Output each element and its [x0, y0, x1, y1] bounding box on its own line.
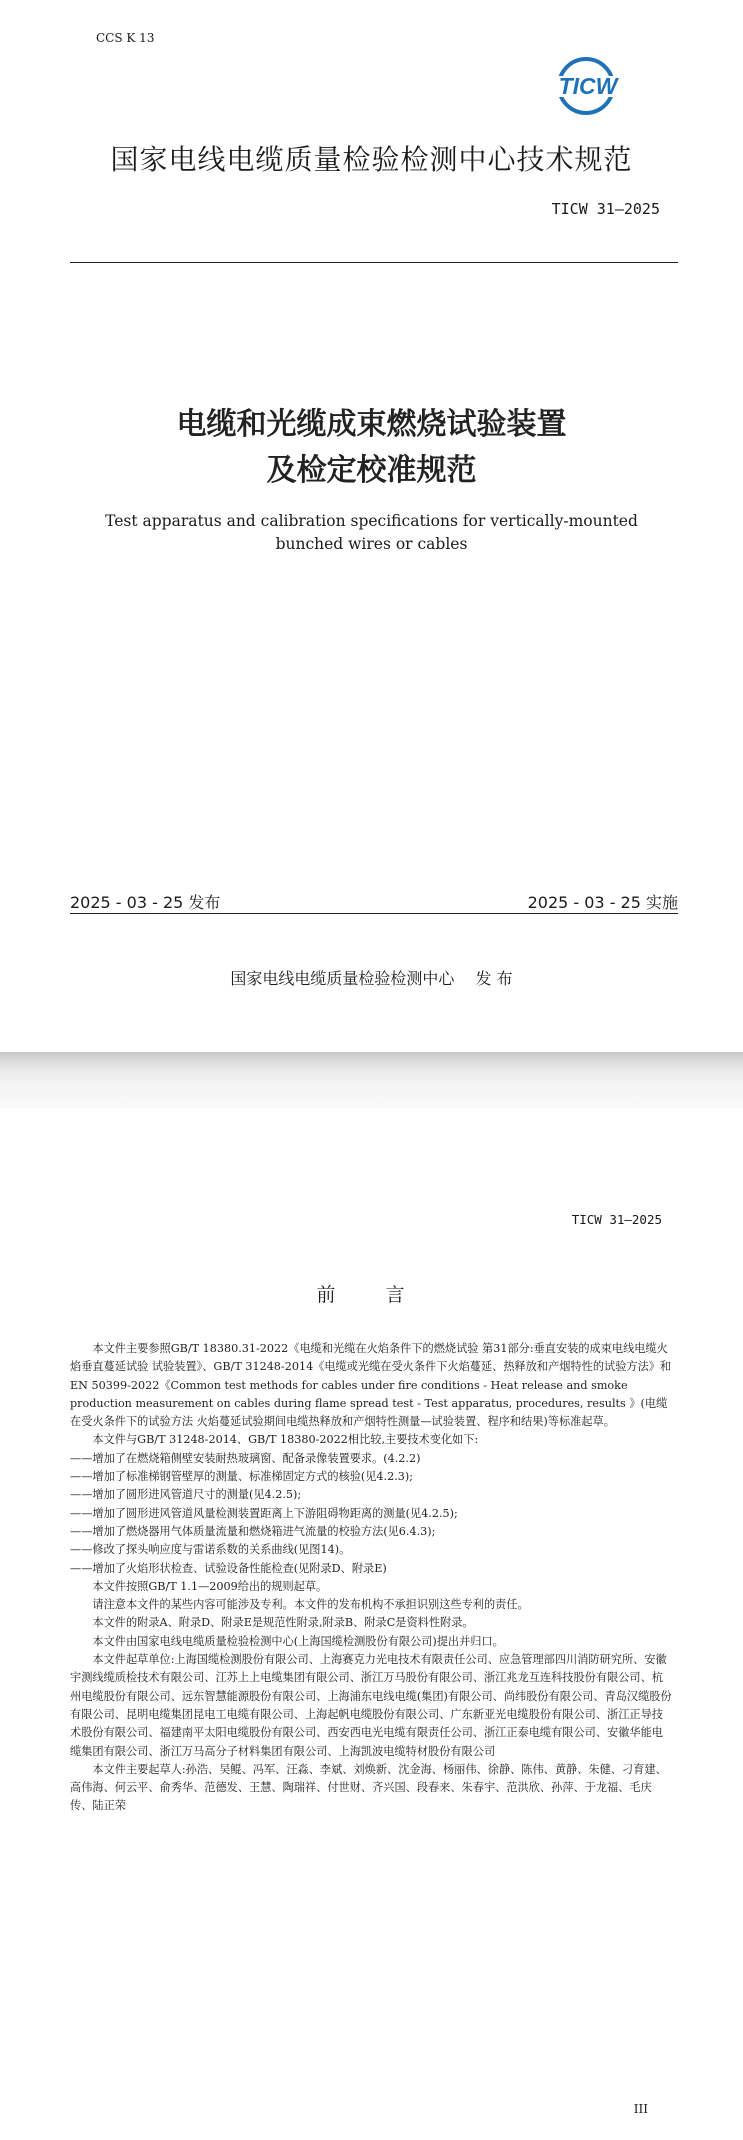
publish-date: 2025 - 03 - 25 发布 [70, 893, 221, 912]
org-title: 国家电线电缆质量检验检测中心技术规范 [110, 143, 633, 176]
publisher-action: 发 布 [475, 969, 513, 988]
title-en-line-2: bunched wires or cables [275, 535, 468, 553]
preface-body [70, 1340, 674, 1816]
preface-paragraph: 本文件由国家电线电缆质量检验检测中心(上海国缆检测股份有限公司)提出并归口。 [92, 1634, 504, 1648]
implement-date: 2025 - 03 - 25 实施 [527, 893, 678, 912]
change-item: ——增加了火焰形状检查、试验设备性能检查(见附录D、附录E) [70, 1561, 387, 1575]
preface-heading: 前 言 [316, 1284, 427, 1306]
top-divider [70, 262, 678, 263]
document-title-en [0, 510, 743, 556]
page-gap [0, 1052, 743, 1108]
publisher-name: 国家电线电缆质量检验检测中心 [230, 969, 455, 988]
publisher-line [0, 966, 743, 989]
standard-number: TICW 31—2025 [551, 200, 660, 218]
drafters: 本文件主要起草人:孙浩、吴鲲、冯军、汪淼、李斌、刘焕新、沈金海、杨丽伟、徐静、陈伟、黄静、朱健、刁育建、高伟海、何云平、俞秀华、范德发、王慧、陶瑞祥、付世财、齐兴国、段春来、朱春宇、范洪欣、孙萍、于龙福、毛庆传、陆正荣 [70, 1762, 667, 1813]
ticw-logo [542, 56, 634, 116]
title-cn-line-2: 及检定校准规范 [266, 453, 477, 488]
drafting-units: 本文件起草单位:上海国缆检测股份有限公司、上海赛克力光电技术有限责任公司、应急管理部四川消防研究所、安徽宇测线缆质检技术有限公司、江苏上上电缆集团有限公司、浙江万马股份有限公司、浙江兆龙互连科技股份有限公司、杭州电缆股份有限公司、远东智慧能源股份有限公司、上海浦东电线电缆(集团)有限公司、尚纬股份有限公司、青岛汉缆股份有限公司、昆明电缆集团昆电工电缆有限公司、上海起帆电缆股份有限公司、广东新亚光电缆股份有限公司、浙江正导技术股份有限公司、福建南平太阳电缆股份有限公司、西安西电光电缆有限责任公司、浙江正泰电缆有限公司、安徽华能电缆集团有限公司、浙江万马高分子材料集团有限公司、上海凯波电缆特材股份有限公司 [70, 1653, 672, 1758]
preface-paragraph: 本文件的附录A、附录D、附录E是规范性附录,附录B、附录C是资料性附录。 [92, 1616, 474, 1630]
ccs-code: CCS K 13 [96, 31, 155, 45]
preface-standard-number: TICW 31—2025 [571, 1212, 662, 1227]
page-number: III [633, 2102, 648, 2116]
document-title-cn [0, 402, 743, 494]
change-item: ——增加了圆形进风管道风量检测装置距离上下游阻碍物距离的测量(见4.2.5); [70, 1506, 458, 1520]
change-item: ——增加了圆形进风管道尺寸的测量(见4.2.5); [70, 1488, 302, 1502]
preface-paragraph: 本文件主要参照GB/T 18380.31-2022《电缆和光缆在火焰条件下的燃烧试验 第31部分:垂直安装的成束电线电缆火焰垂直蔓延试验 试验装置》、GB/T 31248-2014《电缆或光缆在受火条件下火焰蔓延、热释放和产烟特性的试验方法》和EN 50399-2022《Common test methods for cables under fire conditions - Heat release and smoke production measurement on cables during flame spread test - Test apparatus, procedures, results 》(电缆在受火条件下的试验方法 火焰蔓延试验期间电缆热释放和产烟特性测量—试验装置、程序和结果)等标准起草。 [70, 1342, 672, 1429]
title-en-line-1: Test apparatus and calibration specifications for vertically-mounted [105, 512, 638, 530]
logo-text: TICW [558, 73, 618, 99]
preface-paragraph: 请注意本文件的某些内容可能涉及专利。本文件的发布机构不承担识别这些专利的责任。 [92, 1598, 529, 1612]
change-item: ——增加了燃烧器用气体质量流量和燃烧箱进气流量的校验方法(见6.4.3); [70, 1524, 436, 1538]
title-cn-line-1: 电缆和光缆成束燃烧试验装置 [176, 407, 567, 442]
change-item: ——增加了标准梯钢管壁厚的测量、标准梯固定方式的核验(见4.2.3); [70, 1470, 414, 1484]
change-item: ——修改了探头响应度与雷诺系数的关系曲线(见图14)。 [70, 1543, 351, 1557]
preface-paragraph: 本文件按照GB/T 1.1—2009给出的规则起草。 [92, 1579, 328, 1593]
date-divider [70, 913, 678, 914]
cover-page [0, 0, 743, 1052]
preface-paragraph: 本文件与GB/T 31248-2014、GB/T 18380-2022相比较,主要技术变化如下: [92, 1433, 479, 1447]
change-item: ——增加了在燃烧箱侧壁安装耐热玻璃窗、配备录像装置要求。(4.2.2) [70, 1451, 421, 1465]
